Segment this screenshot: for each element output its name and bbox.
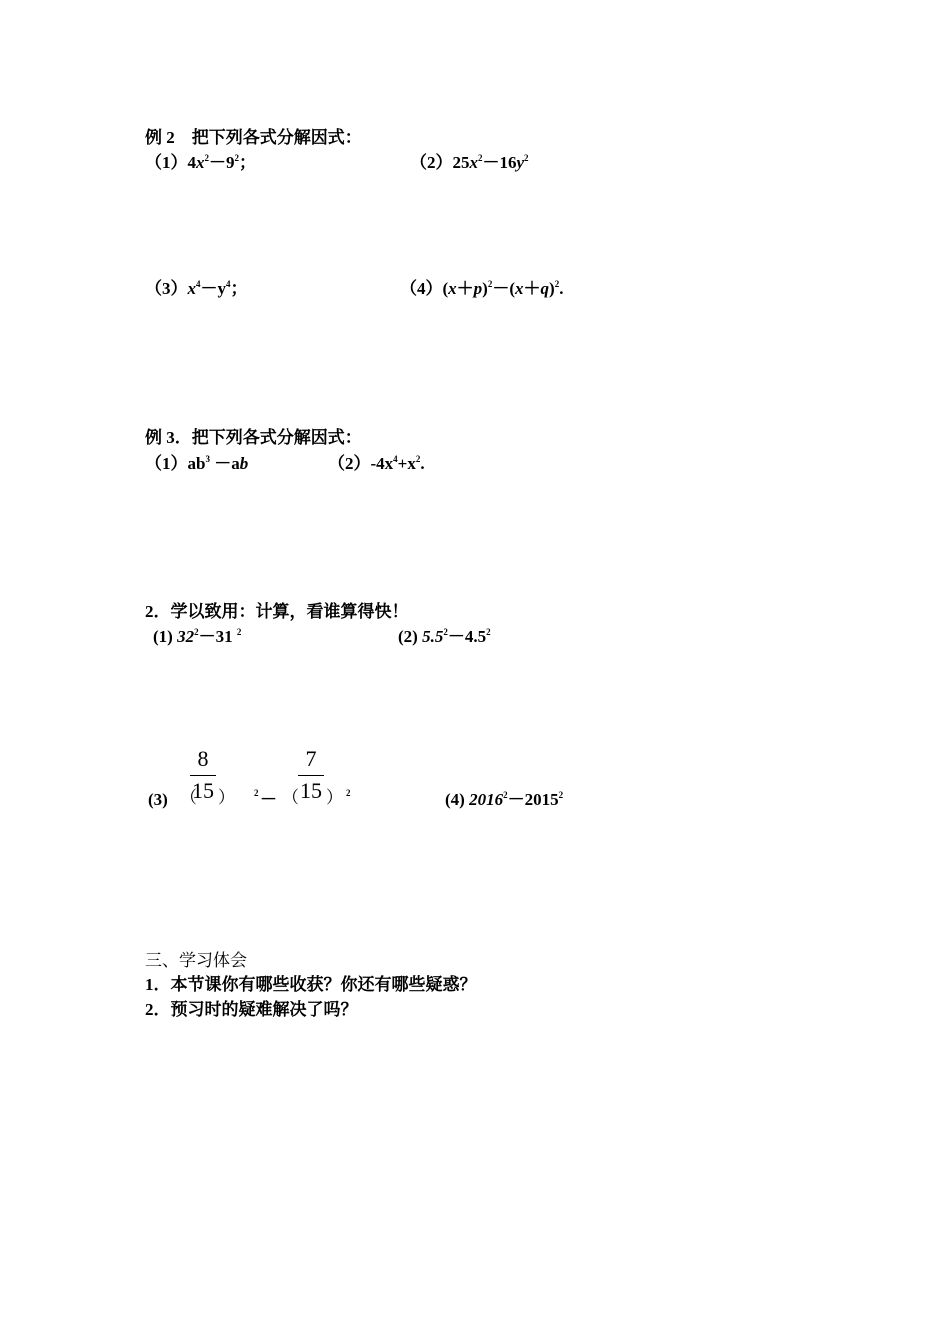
- problem-label: (2): [398, 627, 423, 646]
- term: －(: [492, 279, 516, 298]
- punct: .: [559, 279, 564, 298]
- exponent: 4: [393, 454, 398, 464]
- punct: ；: [230, 279, 248, 298]
- variable: b: [239, 454, 249, 473]
- term: －a: [209, 454, 240, 473]
- exponent: 2: [234, 153, 239, 163]
- example-2-problem-3: [145, 279, 248, 299]
- problem-label: (1): [153, 627, 178, 646]
- example-2-problem-2: [410, 153, 529, 173]
- term: 32: [177, 627, 195, 646]
- example-3-heading: 例 3．把下列各式分解因式：: [145, 428, 362, 447]
- exponent: 2: [443, 627, 448, 637]
- term: 2016: [469, 790, 504, 809]
- variable: x: [469, 153, 478, 172]
- fraction-bar: [298, 775, 324, 776]
- example-3-problem-2: [328, 454, 425, 474]
- exponent: 2: [503, 790, 508, 800]
- exponent: 2: [554, 279, 560, 289]
- variable: x: [187, 279, 196, 298]
- section-2-heading: 2．学以致用：计算，看谁算得快！: [145, 602, 409, 621]
- exponent: 2: [524, 153, 529, 163]
- paren: ): [482, 279, 488, 298]
- exponent: 2: [204, 153, 209, 163]
- example-2-problem-1: [145, 153, 256, 173]
- paren: (: [442, 279, 449, 298]
- problem-label: (3): [148, 790, 168, 809]
- reflection-question-2: 2．预习时的疑难解决了吗？: [145, 1000, 358, 1019]
- problem-label: （2）: [410, 153, 453, 172]
- exponent: 2: [478, 153, 483, 163]
- fraction-numerator: 7: [305, 746, 317, 771]
- term: －9: [209, 153, 235, 172]
- fraction-bar: [190, 775, 216, 776]
- exponent: 4: [196, 279, 201, 289]
- exponent: 2: [486, 627, 491, 637]
- reflection-question-1: 1．本节课你有哪些收获？你还有哪些疑惑？: [145, 975, 477, 994]
- term: －2015: [507, 790, 559, 809]
- problem-label: （2）: [328, 454, 371, 473]
- problem-label: （1）: [145, 454, 188, 473]
- example-2-heading: 例 2 把下列各式分解因式：: [145, 128, 362, 147]
- exponent: 3: [205, 454, 210, 464]
- term: +x: [397, 454, 416, 473]
- section-2-problem-1: [153, 627, 241, 647]
- problem-label: (4): [445, 790, 470, 809]
- section-2-problem-4: [445, 790, 563, 810]
- operator: ＋: [523, 279, 541, 298]
- term: －y: [200, 279, 226, 298]
- example-2-problem-4: [400, 279, 563, 299]
- term: －31: [198, 627, 237, 646]
- punct: ；: [239, 153, 256, 172]
- operator: ＋: [456, 279, 474, 298]
- section-3-heading: 三、学习体会: [145, 951, 247, 970]
- exponent: 2: [487, 279, 493, 289]
- example-3-problem-1: [145, 454, 248, 474]
- term: -4x: [370, 454, 394, 473]
- term: －16: [482, 153, 517, 172]
- operator: －: [260, 790, 277, 809]
- fraction-numerator: 8: [197, 746, 209, 771]
- exponent: 4: [226, 279, 231, 289]
- exponent: 2: [194, 627, 199, 637]
- paren-open: （: [180, 788, 197, 807]
- exponent: 2: [236, 627, 242, 637]
- term: ab: [187, 454, 206, 473]
- exponent: 2: [346, 788, 351, 798]
- variable: y: [516, 153, 525, 172]
- paren: ): [549, 279, 555, 298]
- punct: .: [420, 454, 425, 473]
- term: 4: [187, 153, 196, 172]
- term: －4.5: [447, 627, 487, 646]
- problem-label: （4）: [400, 279, 443, 298]
- exponent: 2: [254, 788, 259, 798]
- term: 5.5: [422, 627, 444, 646]
- variable: q: [540, 279, 550, 298]
- paren-close: ）: [218, 788, 235, 807]
- fraction-denominator: 15: [300, 778, 322, 803]
- variable: x: [196, 153, 205, 172]
- variable: x: [515, 279, 524, 298]
- exponent: 2: [415, 454, 421, 464]
- variable: p: [473, 279, 483, 298]
- exponent: 2: [558, 790, 564, 800]
- term: 25: [452, 153, 470, 172]
- paren-open: （: [282, 788, 299, 807]
- fraction-denominator: 15: [192, 778, 214, 803]
- problem-label: （1）: [145, 153, 188, 172]
- paren-close: ）: [326, 788, 343, 807]
- section-2-problem-2: [398, 627, 491, 647]
- problem-label: （3）: [145, 279, 188, 298]
- variable: x: [448, 279, 457, 298]
